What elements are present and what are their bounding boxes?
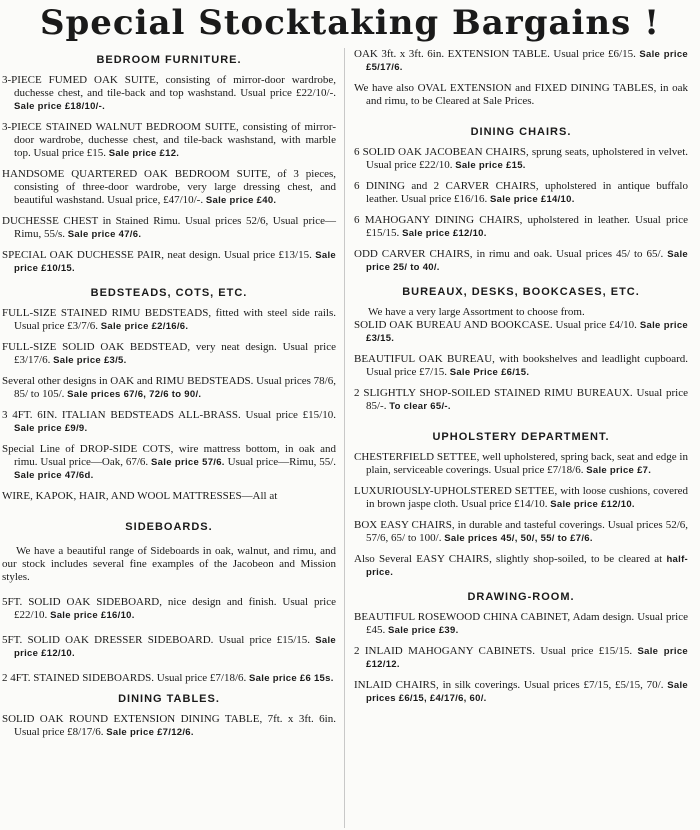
sale-price: Sale price £12/12. [366, 646, 689, 670]
sale-price: Sale prices 45/, 50/, 55/ to £7/6. [444, 533, 593, 544]
sale-price: Sale price 47/6d. [14, 470, 94, 481]
sale-price: Sale price £40. [205, 195, 277, 206]
sale-price: half-price. [366, 554, 688, 578]
sale-price: Sale price £6 15s. [249, 673, 334, 684]
sideboards-intro: We have a beautiful range of Sideboards in oak, walnut, and rimu, and our stock includes several fine examples of the Jacobeon and Mission styles. [2, 545, 336, 583]
entry-oval-tables: We have also OVAL EXTENSION and FIXED DINING TABLES, in oak and rimu, to be Cleared at Sale Prices. [354, 82, 688, 107]
sale-price: Sale price £18/10/-. [14, 101, 106, 112]
sale-price: Sale price £7. [586, 465, 652, 476]
entry-quartered-oak-suite: HANDSOME QUARTERED OAK BEDROOM SUITE, of 3 pieces, consisting of three-door wardrobe, very large dressing chest, and beautiful washstand. Usual price, £47/10/-. Sale price £40. [2, 168, 336, 206]
entry-other-bedsteads: Several other designs in OAK and RIMU BEDSTEADS. Usual prices 78/6, 85/ to 105/. Sale prices 67/6, 72/6 to 90/. [2, 375, 336, 400]
sale-price: Sale price £14/10. [490, 194, 575, 205]
entry-walnut-suite: 3-PIECE STAINED WALNUT BEDROOM SUITE, consisting of mirror-door wardrobe, duchesse chest, and tile-back washstand, with marble top. Usual price £15. Sale price £12. [2, 121, 336, 159]
section-heading-dining-tables: DINING TABLES. [118, 693, 220, 705]
sale-price: Sale price £16/10. [50, 610, 135, 621]
entry-stained-sideboards: 2 4FT. STAINED SIDEBOARDS. Usual price £7/18/6. Sale price £6 15s. [2, 672, 334, 684]
sale-price: Sale prices 67/6, 72/6 to 90/. [67, 389, 202, 400]
entry-fumed-oak-suite: 3-PIECE FUMED OAK SUITE, consisting of mirror-door wardrobe, duchesse chest, and tile-back and top washstand. Usual price £22/10/-. Sale price £18/10/-. [2, 74, 336, 112]
entry-shop-soiled-easy-chairs: Also Several EASY CHAIRS, slightly shop-soiled, to be cleared at half-price. [354, 553, 688, 578]
entry-duchesse-chest: DUCHESSE CHEST in Stained Rimu. Usual prices 52/6, Usual price—Rimu, 55/s. Sale price 47/6. [2, 215, 336, 240]
section-heading-bedsteads: BEDSTEADS, COTS, ETC. [90, 287, 248, 299]
entry-mattresses: WIRE, KAPOK, HAIR, AND WOOL MATTRESSES—All at [2, 490, 278, 502]
left-column [2, 46, 336, 739]
sale-price: Sale price £2/16/6. [100, 321, 189, 332]
bureaux-intro: We have a very large Assortment to choose from. [368, 306, 585, 318]
sale-price: Sale price £12/10. [14, 635, 337, 659]
sale-price: Sale price £12/10. [550, 499, 635, 510]
entry-beautiful-oak-bureau: BEAUTIFUL OAK BUREAU, with bookshelves and leadlight cupboard. Usual price £7/15. Sale Price £6/15. [354, 353, 688, 378]
entry-jacobean-chairs: 6 SOLID OAK JACOBEAN CHAIRS, sprung seats, upholstered in velvet. Usual price £22/10. Sale price £15. [354, 146, 688, 171]
entry-mahogany-cabinets: 2 INLAID MAHOGANY CABINETS. Usual price £15/15. Sale price £12/12. [354, 645, 689, 670]
entry-italian-bedsteads: 3 4FT. 6IN. ITALIAN BEDSTEADS ALL-BRASS. Usual price £15/10. Sale price £9/9. [2, 409, 336, 434]
sale-price: Sale price £5/17/6. [366, 49, 688, 73]
section-heading-bedroom: BEDROOM FURNITURE. [96, 54, 242, 66]
entry-oak-bureau-bookcase: SOLID OAK BUREAU AND BOOKCASE. Usual price £4/10. Sale price £3/15. [354, 319, 688, 344]
sale-price: Sale price £3/5. [53, 355, 127, 366]
section-heading-sideboards: SIDEBOARDS. [125, 521, 213, 533]
sale-price: Sale price 25/ to 40/. [366, 249, 688, 273]
entry-dresser-sideboard: 5FT. SOLID OAK DRESSER SIDEBOARD. Usual price £15/15. Sale price £12/10. [2, 634, 337, 659]
column-divider [344, 48, 345, 828]
entry-rimu-bureaux: 2 SLIGHTLY SHOP-SOILED STAINED RIMU BUREAUX. Usual price 85/-. To clear 65/-. [354, 387, 688, 412]
entry-chesterfield-settee: CHESTERFIELD SETTEE, well upholstered, spring back, seat and edge in plain, serviceable coverings. Usual price £7/18/6. Sale price £7. [354, 451, 688, 476]
entry-duchesse-pair: SPECIAL OAK DUCHESSE PAIR, neat design. Usual price £13/15. Sale price £10/15. [2, 249, 337, 274]
section-heading-bureaux: BUREAUX, DESKS, BOOKCASES, ETC. [402, 286, 640, 298]
sale-price: Sale price £9/9. [14, 423, 88, 434]
sale-price: Sale price £12/10. [402, 228, 487, 239]
entry-odd-carver-chairs: ODD CARVER CHAIRS, in rimu and oak. Usual prices 45/ to 65/. Sale price 25/ to 40/. [354, 248, 688, 273]
sale-price: Sale prices £6/15, £4/17/6, 60/. [366, 680, 688, 704]
entry-drop-side-cots: Special Line of DROP-SIDE COTS, wire mattress bottom, in oak and rimu. Usual price—Oak, 67/6. Sale price 57/6. Usual price—Rimu, 55/. Sale price 47/6d. [2, 443, 337, 481]
entry-solid-oak-bedstead: FULL-SIZE SOLID OAK BEDSTEAD, very neat design. Usual price £3/17/6. Sale price £3/5. [2, 341, 336, 366]
entry-inlaid-chairs: INLAID CHAIRS, in silk coverings. Usual prices £7/15, £5/15, 70/. Sale prices £6/15, £4/17/6, 60/. [354, 679, 688, 704]
sale-price: To clear 65/-. [389, 401, 451, 412]
entry-extension-table: OAK 3ft. x 3ft. 6in. EXTENSION TABLE. Usual price £6/15. Sale price £5/17/6. [354, 48, 688, 73]
entry-oak-sideboard: 5FT. SOLID OAK SIDEBOARD, nice design and finish. Usual price £22/10. Sale price £16/10. [2, 596, 336, 621]
entry-box-easy-chairs: BOX EASY CHAIRS, in durable and tasteful coverings. Usual prices 52/6, 57/6, 65/ to 100/. Sale prices 45/, 50/, 55/ to £7/6. [354, 519, 688, 544]
entry-dining-carver-chairs: 6 DINING and 2 CARVER CHAIRS, upholstered in antique buffalo leather. Usual price £16/16. Sale price £14/10. [354, 180, 688, 205]
section-heading-drawing-room: DRAWING-ROOM. [467, 591, 575, 603]
sale-price: Sale price 57/6. [151, 457, 225, 468]
sale-price: Sale Price £6/15. [449, 367, 530, 378]
section-heading-upholstery: UPHOLSTERY DEPARTMENT. [432, 431, 610, 443]
section-heading-dining-chairs: DINING CHAIRS. [470, 126, 572, 138]
sale-price: Sale price 47/6. [67, 229, 142, 240]
sale-price: Sale price £10/15. [14, 250, 337, 274]
sale-price: Sale price £15. [455, 160, 526, 171]
sale-price: Sale price £12. [108, 148, 180, 159]
entry-luxurious-settee: LUXURIOUSLY-UPHOLSTERED SETTEE, with loose cushions, covered in brown jaspe cloth. Usual price £14/10. Sale price £12/10. [354, 485, 688, 510]
entry-round-extension-table: SOLID OAK ROUND EXTENSION DINING TABLE, 7ft. x 3ft. 6in. Usual price £8/17/6. Sale price £7/12/6. [2, 713, 336, 738]
page-title: Special Stocktaking Bargains ! [39, 3, 661, 43]
right-column [354, 48, 688, 705]
sale-price: Sale price £7/12/6. [106, 727, 194, 738]
entry-mahogany-chairs: 6 MAHOGANY DINING CHAIRS, upholstered in leather. Usual price £15/15. Sale price £12/10. [354, 214, 688, 239]
entry-china-cabinet: BEAUTIFUL ROSEWOOD CHINA CABINET, Adam design. Usual price £45. Sale price £39. [354, 611, 688, 636]
sale-price: Sale price £39. [388, 625, 459, 636]
sale-price: Sale price £3/15. [366, 320, 688, 344]
entry-rimu-bedsteads: FULL-SIZE STAINED RIMU BEDSTEADS, fitted with steel side rails. Usual price £3/7/6. Sale price £2/16/6. [2, 307, 336, 332]
